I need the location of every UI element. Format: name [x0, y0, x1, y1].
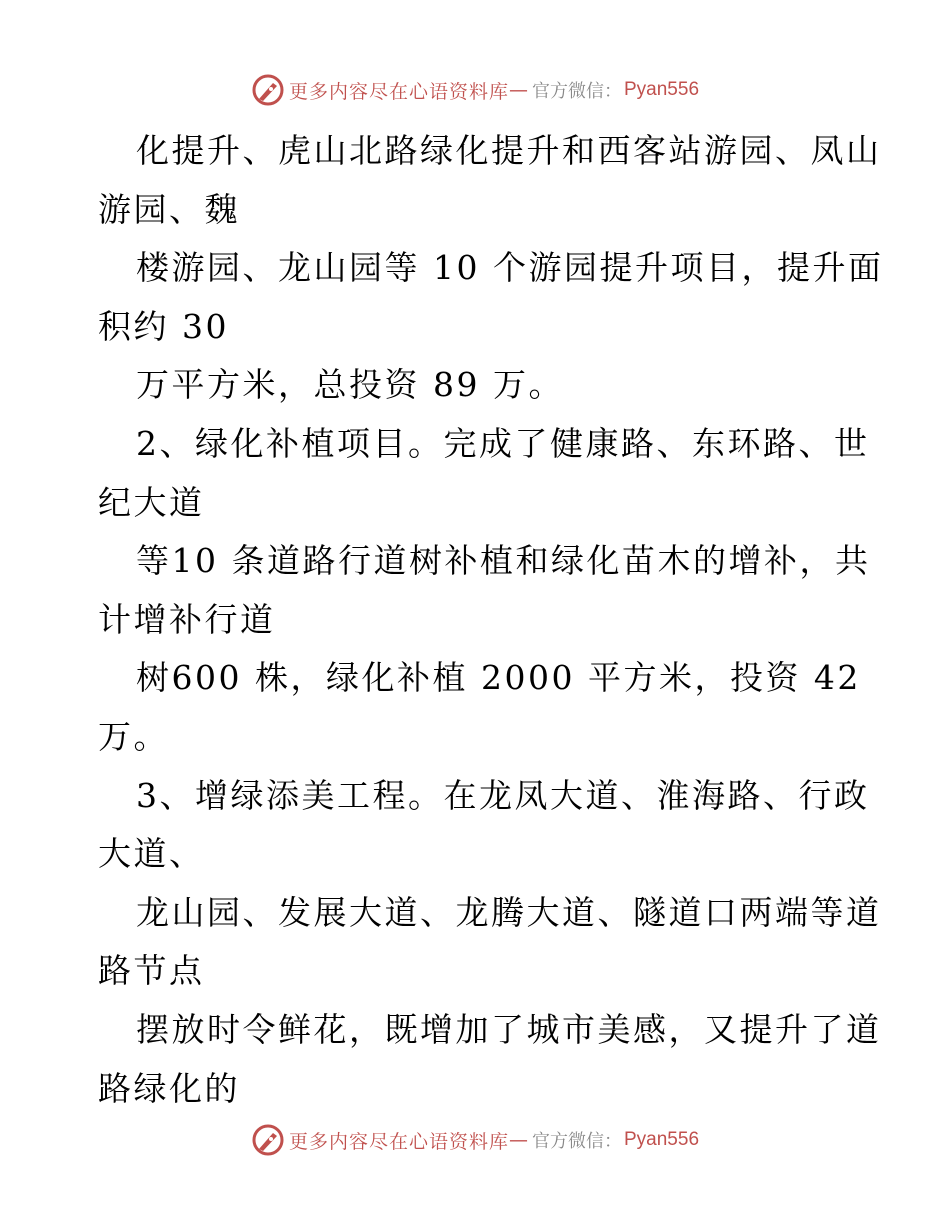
- text-line: 3、增绿添美工程。在龙凤大道、淮海路、行政: [136, 775, 870, 815]
- text-line: 化提升、虎山北路绿化提升和西客站游园、凤山: [136, 131, 882, 170]
- watermark-site-text: 更多内容尽在心语资料库: [288, 80, 509, 103]
- watermark-label: 官方微信：: [532, 81, 622, 102]
- text-line: 摆放时令鲜花，既增加了城市美感，又提升了道: [136, 1009, 882, 1049]
- watermark-separator: —: [509, 1129, 528, 1151]
- watermark-id: Pyan556: [624, 1129, 700, 1150]
- text-line: 树600 株，绿化补植 2000 平方米，投资 42: [136, 658, 861, 698]
- text-line: 路绿化的: [98, 1068, 240, 1108]
- text-line: 纪大道: [98, 482, 205, 522]
- text-line: 万。: [98, 716, 169, 756]
- pen-logo-icon: [251, 1123, 285, 1157]
- header-watermark: [0, 70, 950, 110]
- text-line: 路节点: [98, 951, 205, 991]
- text-line: 大道、: [98, 834, 205, 874]
- text-line: 计增补行道: [98, 599, 276, 639]
- pen-logo-icon: [251, 73, 285, 107]
- watermark-id: Pyan556: [624, 79, 700, 100]
- watermark-site-text: 更多内容尽在心语资料库: [288, 1130, 509, 1153]
- text-line: 游园、魏: [98, 189, 240, 229]
- text-line: 积约 30: [98, 306, 229, 346]
- text-line: 龙山园、发展大道、龙腾大道、隧道口两端等道: [136, 892, 882, 932]
- text-line: 等10 条道路行道树补植和绿化苗木的增补，共: [136, 541, 871, 581]
- watermark-separator: —: [509, 79, 528, 101]
- footer-watermark: [0, 1120, 950, 1160]
- watermark-label: 官方微信：: [532, 1131, 622, 1152]
- document-body: [98, 122, 884, 1118]
- text-line: 楼游园、龙山园等 10 个游园提升项目，提升面: [136, 248, 884, 288]
- text-line: 万平方米，总投资 89 万。: [136, 365, 564, 405]
- text-line: 2、绿化补植项目。完成了健康路、东环路、世: [136, 423, 870, 463]
